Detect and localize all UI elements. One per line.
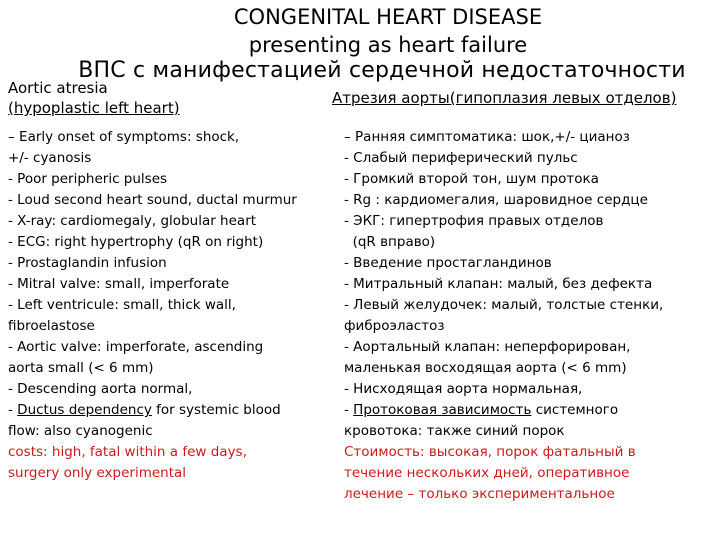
list-item: - Aortic valve: imperforate, ascending xyxy=(8,339,264,355)
list-item: +/- cyanosis xyxy=(8,150,92,166)
costs-line: costs: high, fatal within a few days, xyxy=(8,444,247,460)
list-item: aorta small (< 6 mm) xyxy=(8,360,154,376)
list-item: - Аортальный клапан: неперфорирован, xyxy=(344,339,631,355)
list-item: flow: also cyanogenic xyxy=(8,423,153,439)
left-heading-aortic-atresia: Aortic atresia xyxy=(8,79,108,97)
list-item: фиброэластоз xyxy=(344,318,445,334)
list-item: - Нисходящая аорта нормальная, xyxy=(344,381,583,397)
list-item: - Громкий второй тон, шум протока xyxy=(344,171,599,187)
ductus-dependency-underlined: Протоковая зависимость xyxy=(353,402,532,418)
list-item: кровотока: также синий порок xyxy=(344,423,565,439)
ductus-suffix: for systemic blood xyxy=(151,402,281,418)
left-column-english xyxy=(8,127,326,484)
list-item: - ЭКГ: гипертрофия правых отделов xyxy=(344,213,604,229)
list-item: fibroelastose xyxy=(8,318,95,334)
title-line-3-russian: ВПС с манифестацией сердечной недостаточности xyxy=(78,58,686,83)
costs-line: лечение – только экспериментальное xyxy=(344,486,615,502)
ductus-dependency-line xyxy=(344,400,714,421)
list-item: - Descending aorta normal, xyxy=(8,381,193,397)
title-line-2: presenting as heart failure xyxy=(248,33,528,57)
list-item: - ECG: right hypertrophy (qR on right) xyxy=(8,234,264,250)
ductus-dependency-underlined: Ductus dependency xyxy=(17,402,152,418)
costs-line: surgery only experimental xyxy=(8,465,187,481)
ductus-prefix: - xyxy=(344,402,354,418)
list-item: (qR вправо) xyxy=(344,234,436,250)
ductus-dependency-line xyxy=(8,400,326,421)
list-item: - Poor peripheric pulses xyxy=(8,171,168,187)
list-item: - Prostaglandin infusion xyxy=(8,255,167,271)
list-item: – Early onset of symptoms: shock, xyxy=(8,129,240,145)
right-column-russian xyxy=(344,127,714,505)
list-item: - X-ray: cardiomegaly, globular heart xyxy=(8,213,257,229)
list-item: - Слабый периферический пульс xyxy=(344,150,578,166)
ductus-prefix: - xyxy=(8,402,18,418)
list-item: - Митральный клапан: малый, без дефекта xyxy=(344,276,653,292)
list-item: - Loud second heart sound, ductal murmur xyxy=(8,192,297,208)
right-heading-russian: Атрезия аорты(гипоплазия левых отделов) xyxy=(332,89,677,107)
costs-line: течение нескольких дней, оперативное xyxy=(344,465,630,481)
list-item: - Left ventricule: small, thick wall, xyxy=(8,297,236,313)
costs-line: Стоимость: высокая, порок фатальный в xyxy=(344,444,636,460)
title-line-1: CONGENITAL HEART DISEASE xyxy=(233,5,543,29)
list-item: - Mitral valve: small, imperforate xyxy=(8,276,230,292)
list-item: - Rg : кардиомегалия, шаровидное сердце xyxy=(344,192,648,208)
list-item: - Введение простагландинов xyxy=(344,255,552,271)
list-item: – Ранняя симптоматика: шок,+/- цианоз xyxy=(344,129,630,145)
list-item: - Левый желудочек: малый, толстые стенки, xyxy=(344,297,664,313)
ductus-suffix: системного xyxy=(531,402,619,418)
left-heading-hypoplastic: (hypoplastic left heart) xyxy=(8,99,180,117)
list-item: маленькая восходящая аорта (< 6 mm) xyxy=(344,360,627,376)
